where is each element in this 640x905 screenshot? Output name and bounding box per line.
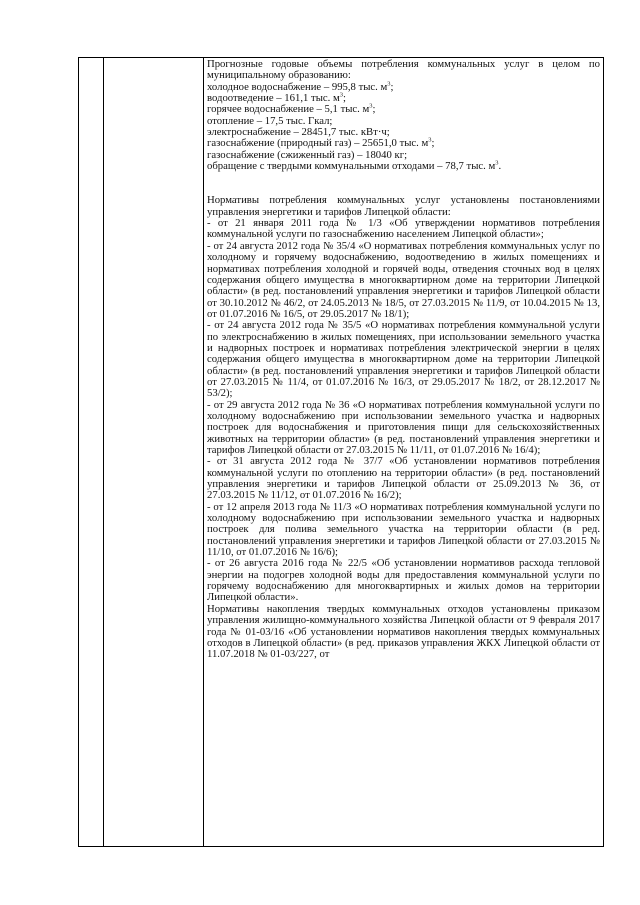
norm-item: - от 29 августа 2012 года № 36 «О нормативах потребления коммунальной услуги по холодному водоснабжению при использовании земельного участка и надворных построек для водоснабжения и приготовления пищи для сельскохозяйственных животных на территории области» (в ред. постановлений управления энергетики и тарифов Липецкой области от 27.03.2015 № 11/11, от 01.07.2016 № 16/4);	[207, 398, 600, 456]
norm-item: - от 26 августа 2016 года № 22/5 «Об установлении нормативов расхода тепловой энергии на подогрев холодной воды для предоставления коммунальной услуги по горячему водоснабжению для многоквартирных и жилых домов на территории Липецкой области».	[207, 557, 600, 604]
forecast-item: холодное водоснабжение – 995,8 тыс. $м^3$;	[207, 80, 394, 93]
content-cell	[204, 58, 604, 847]
empty-cell	[79, 58, 104, 847]
forecast-item: водоотведение – 161,1 тыс. $м^3$;	[207, 91, 346, 105]
norm-item: - от 24 августа 2012 года № 35/4 «О нормативах потребления коммунальных услуг по холодному и горячему водоснабжению, водоотведению в жилых помещениях и нормативах потребления холодной и горячей воды, отведения сточных вод в целях содержания общего имущества в многоквартирном доме на территории Липецкой области» (в ред. постановлений управления энергетики и тарифов Липецкой области от 30.10.2012 № 46/2, от 24.05.2013 № 18/5, от 27.03.2015 № 11/9, от 10.04.2015 № 13, от 01.07.2016 № 16/5, от 29.05.2017 № 18/1);	[207, 239, 600, 320]
norm-item: - от 31 августа 2012 года № 37/7 «Об установлении нормативов потребления коммунальной услуги по отоплению на территории области» (в ред. постановлений управления энергетики и тарифов Липецкой области от 25.09.2013 № 36, от 27.03.2015 № 11/12, от 01.07.2016 № 16/2);	[207, 455, 600, 502]
content-text	[204, 58, 603, 661]
forecast-item: отопление – 17,5 тыс. Гкал;	[207, 114, 333, 127]
empty-cell	[104, 58, 204, 847]
forecast-item: электроснабжение – 28451,7 тыс. кВт·ч;	[207, 126, 390, 139]
norm-item: - от 12 апреля 2013 года № 11/3 «О нормативах потребления коммунальной услуги по холодному водоснабжению при использовании земельного участка и надворных построек для полива земельного участка на территории области (в ред. постановлений управления энергетики и тарифов Липецкой области от 27.03.2015 № 11/10, от 01.07.2016 № 16/6);	[207, 500, 600, 559]
forecast-item: горячее водоснабжение – 5,1 тыс. $м^3$;	[207, 102, 376, 116]
forecast-item: газоснабжение (сжиженный газ) – 18040 кг;	[207, 148, 408, 161]
forecast-item: газоснабжение (природный газ) – 25651,0 тыс. $м^3$;	[207, 136, 435, 150]
table-row	[79, 58, 604, 847]
document-table	[78, 57, 604, 847]
norms-intro: Нормативы потребления коммунальных услуг установлены постановлениями управления энергетики и тарифов Липецкой области:	[207, 194, 600, 218]
forecast-intro: Прогнозные годовые объемы потребления коммунальных услуг в целом по муниципальному образованию:	[207, 58, 600, 82]
forecast-item: обращение с твердыми коммунальными отходами – 78,7 тыс. $м^3$.	[207, 159, 502, 173]
norm-item: - от 21 января 2011 года № 1/3 «Об утверждении нормативов потребления коммунальной услуги по газоснабжению населением Липецкой области»;	[207, 217, 600, 241]
forecast-list	[207, 82, 600, 173]
waste-paragraph: Нормативы накопления твердых коммунальных отходов установлены приказом управления жилищно-коммунального хозяйства Липецкой области от 9 февраля 2017 года № 01-03/16 «Об установлении нормативов накопления твердых коммунальных отходов в Липецкой области» (в ред. приказов управления ЖКХ Липецкой области от 11.07.2018 № 01-03/227, от	[207, 602, 600, 661]
norm-item: - от 24 августа 2012 года № 35/5 «О нормативах потребления коммунальной услуги по электроснабжению в жилых помещениях, при использовании земельного участка и надворных построек и нормативах потребления электрической энергии в целях содержания общего имущества в многоквартирном доме на территории Липецкой области» (в ред. постановлений управления энергетики и тарифов Липецкой области от 27.03.2015 № 11/4, от 01.07.2016 № 16/3, от 29.05.2017 № 18/2, от 28.12.2017 № 53/2);	[207, 319, 600, 400]
norms-list	[207, 218, 600, 604]
